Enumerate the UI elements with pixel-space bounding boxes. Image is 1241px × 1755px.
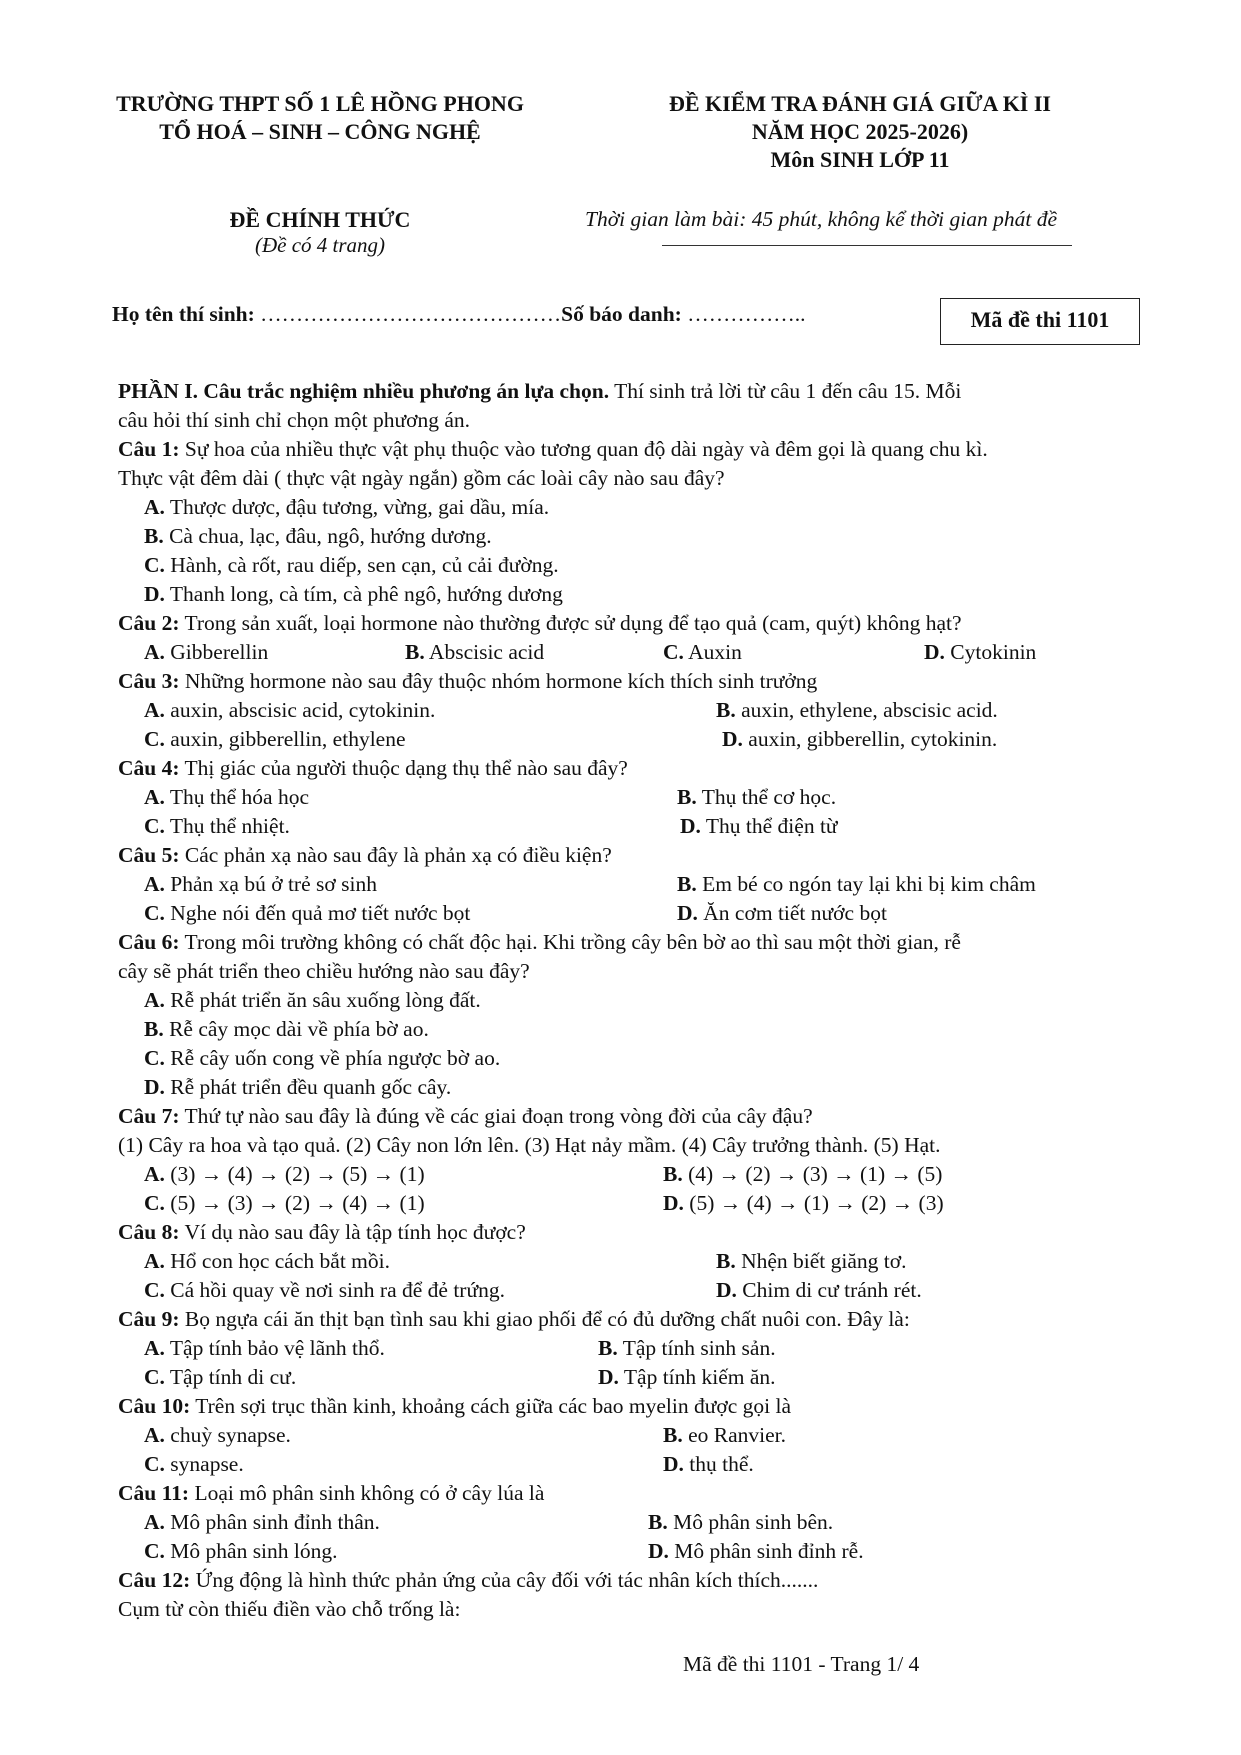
q9-option-c[interactable] — [144, 1363, 296, 1392]
q6-option-a[interactable] — [144, 986, 481, 1015]
letter-b: B. — [144, 524, 164, 548]
subject: Môn SINH LỚP 11 — [770, 147, 950, 172]
student-info-row — [112, 302, 805, 327]
part1-instr2: câu hỏi thí sinh chỉ chọn một phương án. — [118, 408, 471, 432]
letter-c: C. — [144, 1046, 165, 1070]
letter-d: D. — [663, 1452, 684, 1476]
q10-options-cd — [0, 1450, 1241, 1479]
letter-b: B. — [405, 640, 425, 664]
q7-text: Thứ tự nào sau đây là đúng về các giai đoạn trong vòng đời của cây đậu? — [179, 1104, 813, 1128]
q9-label: Câu 9: — [118, 1307, 180, 1331]
letter-a: A. — [144, 495, 165, 519]
letter-a: A. — [144, 1162, 165, 1186]
option-text: Mô phân sinh bên. — [673, 1510, 834, 1534]
time-underline — [662, 245, 1072, 246]
part1-instr1: Thí sinh trả lời từ câu 1 đến câu 15. Mỗi — [609, 379, 962, 403]
option-text: Thụ thể cơ học. — [701, 785, 837, 809]
letter-d: D. — [924, 640, 945, 664]
q7-text2: (1) Cây ra hoa và tạo quả. (2) Cây non lớn lên. (3) Hạt nảy mầm. (4) Cây trưởng thành. (5) Hạt. — [118, 1133, 941, 1157]
option-text: Rễ phát triển đều quanh gốc cây. — [170, 1075, 452, 1099]
option-text: auxin, abscisic acid, cytokinin. — [170, 698, 436, 722]
q3-options-cd — [0, 725, 1241, 754]
question-4 — [118, 754, 628, 783]
question-2 — [118, 609, 962, 638]
name-label: Họ tên thí sinh: — [112, 302, 255, 326]
part1-heading — [118, 377, 961, 406]
q12-text: Ứng động là hình thức phản ứng của cây đối với tác nhân kích thích....... — [190, 1568, 819, 1592]
q2-option-a[interactable] — [144, 638, 268, 667]
q6-text: Trong môi trường không có chất độc hại. Khi trồng cây bên bờ ao thì sau một thời gian, rễ — [179, 930, 961, 954]
letter-b: B. — [716, 698, 736, 722]
q9-options-ab — [0, 1334, 1241, 1363]
q11-options-cd — [0, 1537, 1241, 1566]
q7-label: Câu 7: — [118, 1104, 180, 1128]
option-text: Ăn cơm tiết nước bọt — [703, 901, 887, 925]
letter-c: C. — [144, 901, 165, 925]
q8-option-a[interactable] — [144, 1247, 390, 1276]
question-9 — [118, 1305, 910, 1334]
q5-options-cd — [0, 899, 1241, 928]
option-text: Tập tính di cư. — [169, 1365, 297, 1389]
letter-a: A. — [144, 785, 165, 809]
q7-options-cd — [0, 1189, 1241, 1218]
q3-option-c[interactable] — [144, 725, 406, 754]
q2-label: Câu 2: — [118, 611, 180, 635]
option-text: Cá hồi quay về nơi sinh ra để đẻ trứng. — [170, 1278, 505, 1302]
id-label: Số báo danh: — [561, 302, 682, 326]
option-text: Rễ cây mọc dài về phía bờ ao. — [169, 1017, 429, 1041]
option-text: (5) → (4) → (1) → (2) → (3) — [689, 1191, 944, 1215]
q7-option-a[interactable] — [144, 1160, 425, 1189]
q4-options-cd — [0, 812, 1241, 841]
option-text: (3) → (4) → (2) → (5) → (1) — [170, 1162, 425, 1186]
letter-a: A. — [144, 1423, 165, 1447]
option-text: Mô phân sinh đỉnh rễ. — [674, 1539, 864, 1563]
question-3 — [118, 667, 817, 696]
q12-label: Câu 12: — [118, 1568, 191, 1592]
department-name: TỔ HOÁ – SINH – CÔNG NGHỆ — [159, 119, 481, 144]
q6-option-d[interactable] — [144, 1073, 451, 1102]
option-text: Nghe nói đến quả mơ tiết nước bọt — [170, 901, 471, 925]
q8-label: Câu 8: — [118, 1220, 180, 1244]
option-text: Nhện biết giăng tơ. — [741, 1249, 907, 1273]
q9-option-b[interactable] — [598, 1334, 776, 1363]
q7-option-c[interactable] — [144, 1189, 425, 1218]
option-text: (4) → (2) → (3) → (1) → (5) — [688, 1162, 943, 1186]
letter-d: D. — [663, 1191, 684, 1215]
option-text: Rễ phát triển ăn sâu xuống lòng đất. — [170, 988, 481, 1012]
letter-a: A. — [144, 988, 165, 1012]
option-text: Tập tính sinh sản. — [622, 1336, 776, 1360]
q5-options-ab — [0, 870, 1241, 899]
letter-a: A. — [144, 872, 165, 896]
q2-option-d[interactable] — [924, 638, 1036, 667]
q5-label: Câu 5: — [118, 843, 180, 867]
letter-c: C. — [144, 553, 165, 577]
option-text: Mô phân sinh đỉnh thân. — [170, 1510, 380, 1534]
letter-c: C. — [144, 1539, 165, 1563]
q9-option-d[interactable] — [598, 1363, 776, 1392]
question-6 — [118, 928, 961, 957]
option-text: Hành, cà rốt, rau diếp, sen cạn, củ cải đường. — [170, 553, 559, 577]
letter-b: B. — [677, 872, 697, 896]
option-text: Chim di cư tránh rét. — [742, 1278, 922, 1302]
page-footer: Mã đề thi 1101 - Trang 1/ 4 — [683, 1652, 920, 1676]
pages-note: (Đề có 4 trang) — [254, 233, 386, 257]
option-text: Mô phân sinh lóng. — [170, 1539, 338, 1563]
q9-options-cd — [0, 1363, 1241, 1392]
option-text: Thược dược, đậu tương, vừng, gai dầu, mía. — [169, 495, 550, 519]
q3-option-b[interactable] — [716, 696, 998, 725]
q11-options-ab — [0, 1508, 1241, 1537]
q3-options-ab — [0, 696, 1241, 725]
q8-option-b[interactable] — [716, 1247, 907, 1276]
letter-c: C. — [144, 1191, 165, 1215]
letter-b: B. — [648, 1510, 668, 1534]
q1-option-c[interactable] — [144, 551, 559, 580]
q8-option-c[interactable] — [144, 1276, 505, 1305]
q11-option-c[interactable] — [144, 1537, 338, 1566]
option-text: Hổ con học cách bắt mồi. — [170, 1249, 390, 1273]
q10-option-c[interactable] — [144, 1450, 244, 1479]
option-text: Em bé co ngón tay lại khi bị kim châm — [702, 872, 1036, 896]
q11-label: Câu 11: — [118, 1481, 190, 1505]
q4-text: Thị giác của người thuộc dạng thụ thể nào sau đây? — [179, 756, 628, 780]
letter-a: A. — [144, 1336, 165, 1360]
option-text: Cytokinin — [950, 640, 1037, 664]
q3-option-a[interactable] — [144, 696, 435, 725]
question-1 — [118, 435, 988, 464]
option-text: thụ thể. — [689, 1452, 754, 1476]
q6-option-c[interactable] — [144, 1044, 500, 1073]
option-text: Abscisic acid — [428, 640, 545, 664]
q7-option-b[interactable] — [663, 1160, 942, 1189]
option-text: Gibberellin — [170, 640, 269, 664]
q2-option-b[interactable] — [405, 638, 544, 667]
q10-label: Câu 10: — [118, 1394, 191, 1418]
q2-text: Trong sản xuất, loại hormone nào thường được sử dụng để tạo quả (cam, quýt) không hạt? — [179, 611, 962, 635]
q6-text2: cây sẽ phát triển theo chiều hướng nào sau đây? — [118, 959, 530, 983]
q7-options-ab — [0, 1160, 1241, 1189]
letter-b: B. — [716, 1249, 736, 1273]
letter-b: B. — [663, 1162, 683, 1186]
q11-text: Loại mô phân sinh không có ở cây lúa là — [189, 1481, 545, 1505]
option-text: auxin, gibberellin, cytokinin. — [748, 727, 998, 751]
option-text: Tập tính bảo vệ lãnh thổ. — [169, 1336, 385, 1360]
letter-b: B. — [144, 1017, 164, 1041]
letter-c: C. — [663, 640, 684, 664]
option-text: Phản xạ bú ở trẻ sơ sinh — [170, 872, 377, 896]
exam-code-box: Mã đề thi 1101 — [940, 298, 1140, 345]
letter-b: B. — [677, 785, 697, 809]
q9-text: Bọ ngựa cái ăn thịt bạn tình sau khi giao phối để có đủ dưỡng chất nuôi con. Đây là: — [179, 1307, 910, 1331]
q1-option-d[interactable] — [144, 580, 563, 609]
q4-options-ab — [0, 783, 1241, 812]
letter-a: A. — [144, 698, 165, 722]
q4-label: Câu 4: — [118, 756, 180, 780]
question-10 — [118, 1392, 791, 1421]
school-name: TRƯỜNG THPT SỐ 1 LÊ HỒNG PHONG — [116, 91, 524, 116]
option-text: auxin, ethylene, abscisic acid. — [741, 698, 998, 722]
q4-option-d[interactable] — [680, 812, 838, 841]
q8-options-cd — [0, 1276, 1241, 1305]
question-11 — [118, 1479, 544, 1508]
option-text: Cà chua, lạc, đâu, ngô, hướng dương. — [169, 524, 492, 548]
option-text: (5) → (3) → (2) → (4) → (1) — [170, 1191, 425, 1215]
letter-d: D. — [648, 1539, 669, 1563]
option-text: chuỳ synapse. — [170, 1423, 291, 1447]
q1-option-b[interactable] — [144, 522, 492, 551]
option-text: Thanh long, cà tím, cà phê ngô, hướng dương — [169, 582, 563, 606]
school-year: NĂM HỌC 2025-2026) — [751, 119, 969, 144]
id-field[interactable]: …………….. — [681, 302, 806, 326]
question-7 — [118, 1102, 813, 1131]
q1-label: Câu 1: — [118, 437, 180, 461]
q5-option-b[interactable] — [677, 870, 1036, 899]
letter-b: B. — [598, 1336, 618, 1360]
letter-d: D. — [598, 1365, 619, 1389]
question-8 — [118, 1218, 526, 1247]
letter-d: D. — [722, 727, 743, 751]
exam-title: ĐỀ KIỂM TRA ĐÁNH GIÁ GIỮA KÌ II — [668, 91, 1051, 116]
q1-text: Sự hoa của nhiều thực vật phụ thuộc vào tương quan độ dài ngày và đêm gọi là quang chu kì. — [179, 437, 988, 461]
q1-option-a[interactable] — [144, 493, 549, 522]
q6-option-b[interactable] — [144, 1015, 429, 1044]
letter-d: D. — [680, 814, 701, 838]
q2-options — [0, 638, 1241, 667]
q2-option-c[interactable] — [663, 638, 742, 667]
q4-option-b[interactable] — [677, 783, 836, 812]
letter-c: C. — [144, 1365, 165, 1389]
q10-option-a[interactable] — [144, 1421, 291, 1450]
q5-text: Các phản xạ nào sau đây là phản xạ có điều kiện? — [179, 843, 612, 867]
option-text: Tập tính kiếm ăn. — [623, 1365, 776, 1389]
letter-a: A. — [144, 640, 165, 664]
q1-text2: Thực vật đêm dài ( thực vật ngày ngắn) gồm các loài cây nào sau đây? — [118, 466, 725, 490]
letter-d: D. — [716, 1278, 737, 1302]
question-5 — [118, 841, 612, 870]
q3-option-d[interactable] — [722, 725, 997, 754]
q8-option-d[interactable] — [716, 1276, 922, 1305]
q3-text: Những hormone nào sau đây thuộc nhóm hormone kích thích sinh trưởng — [179, 669, 818, 693]
question-12 — [118, 1566, 818, 1595]
letter-a: A. — [144, 1510, 165, 1534]
letter-c: C. — [144, 727, 165, 751]
time-note: Thời gian làm bài: 45 phút, không kể thời gian phát đề — [585, 207, 1058, 231]
letter-c: C. — [144, 1452, 165, 1476]
q11-option-a[interactable] — [144, 1508, 380, 1537]
q6-label: Câu 6: — [118, 930, 180, 954]
option-text: Thụ thể nhiệt. — [169, 814, 290, 838]
letter-a: A. — [144, 1249, 165, 1273]
q10-options-ab — [0, 1421, 1241, 1450]
letter-d: D. — [677, 901, 698, 925]
option-text: auxin, gibberellin, ethylene — [170, 727, 406, 751]
option-text: eo Ranvier. — [688, 1423, 787, 1447]
q4-option-c[interactable] — [144, 812, 290, 841]
q10-option-b[interactable] — [663, 1421, 786, 1450]
q4-option-a[interactable] — [144, 783, 309, 812]
q5-option-c[interactable] — [144, 899, 470, 928]
q10-text: Trên sợi trục thần kinh, khoảng cách giữa các bao myelin được gọi là — [190, 1394, 792, 1418]
q5-option-d[interactable] — [677, 899, 887, 928]
option-text: Rễ cây uốn cong về phía ngược bờ ao. — [170, 1046, 501, 1070]
option-text: Thụ thể điện từ — [705, 814, 838, 838]
letter-c: C. — [144, 814, 165, 838]
option-text: Auxin — [688, 640, 742, 664]
q3-label: Câu 3: — [118, 669, 180, 693]
q7-option-d[interactable] — [663, 1189, 944, 1218]
official-label: ĐỀ CHÍNH THỨC — [229, 207, 411, 232]
letter-d: D. — [144, 1075, 165, 1099]
letter-d: D. — [144, 582, 165, 606]
option-text: synapse. — [170, 1452, 244, 1476]
q12-text2: Cụm từ còn thiếu điền vào chỗ trống là: — [118, 1597, 461, 1621]
letter-c: C. — [144, 1278, 165, 1302]
q9-option-a[interactable] — [144, 1334, 385, 1363]
q8-text: Ví dụ nào sau đây là tập tính học được? — [179, 1220, 526, 1244]
name-field[interactable]: …………………………………… — [254, 302, 562, 326]
q11-option-d[interactable] — [648, 1537, 864, 1566]
option-text: Thụ thể hóa học — [169, 785, 310, 809]
part1-title: PHẦN I. Câu trắc nghiệm nhiều phương án lựa chọn. — [118, 379, 610, 403]
letter-b: B. — [663, 1423, 683, 1447]
q8-options-ab — [0, 1247, 1241, 1276]
q11-option-b[interactable] — [648, 1508, 833, 1537]
q10-option-d[interactable] — [663, 1450, 754, 1479]
q5-option-a[interactable] — [144, 870, 377, 899]
